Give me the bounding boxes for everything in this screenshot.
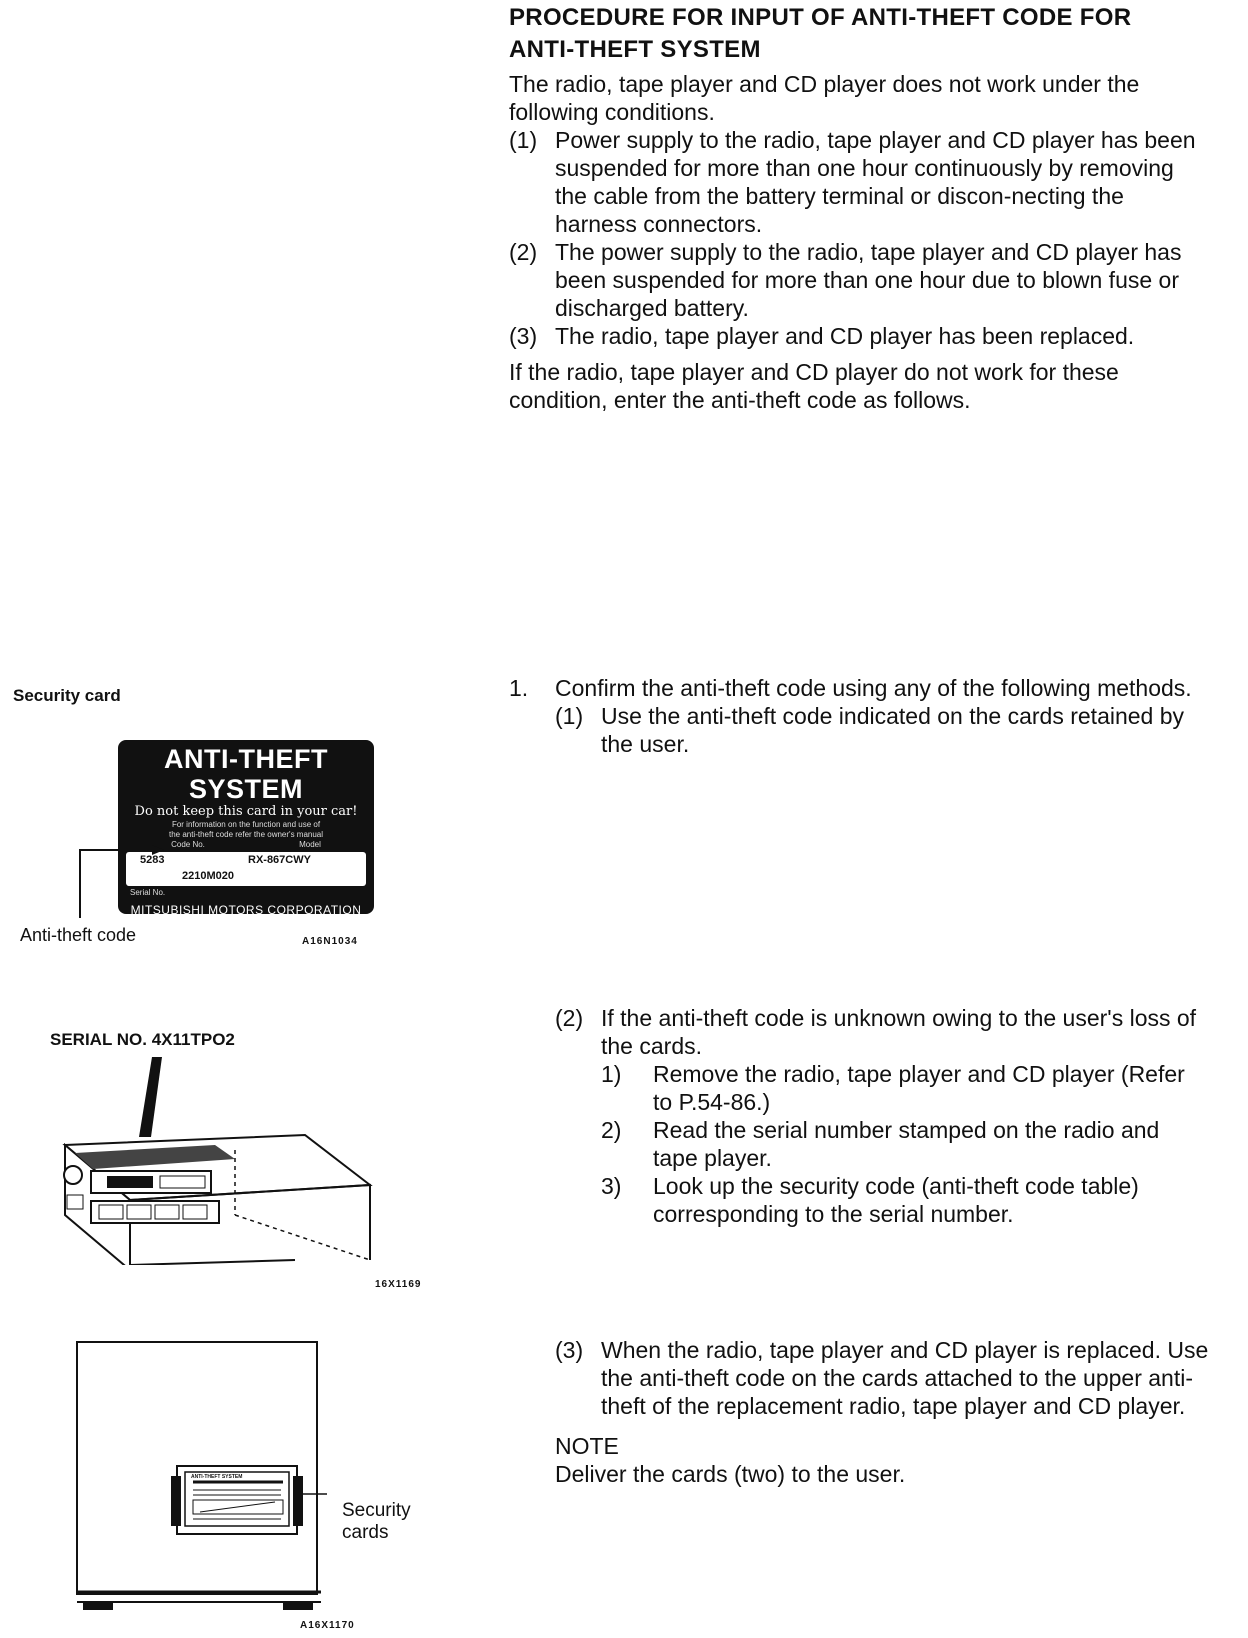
note-label: NOTE (555, 1433, 619, 1459)
card-title: ANTI-THEFT SYSTEM (164, 744, 328, 804)
serial-number-label: SERIAL NO. 4X11TPO2 (50, 1030, 235, 1049)
figure-id: A16X1170 (300, 1620, 355, 1631)
method-item (555, 1336, 1209, 1420)
condition-text: The radio, tape player and CD player has been replaced. (555, 323, 1135, 349)
replacement-radio-illustration (75, 1340, 345, 1620)
card-serial-label: Serial No. (130, 888, 166, 897)
step-1-item (509, 674, 1209, 702)
condition-number: (1) (509, 127, 538, 153)
step-1 (509, 674, 1209, 758)
page-title (509, 2, 1209, 66)
intro-section (509, 70, 1209, 414)
intro-paragraph: The radio, tape player and CD player does not work under the following conditions. (509, 71, 1140, 125)
method-number: (3) (555, 1337, 584, 1363)
condition-item (509, 238, 1209, 322)
figure-id: A16N1034 (302, 936, 358, 947)
substep-item (601, 1060, 1209, 1116)
substep-text: Look up the security code (anti-theft code table) corresponding to the serial number. (653, 1173, 1139, 1227)
substep-text: Read the serial number stamped on the radio and tape player. (653, 1117, 1160, 1171)
condition-number: (3) (509, 323, 538, 349)
card-serial-value: 2210M020 (182, 870, 234, 882)
method-item (555, 702, 1209, 758)
card-model-label: Model (299, 840, 321, 849)
method-number: (2) (555, 1005, 584, 1031)
step-text: Confirm the anti-theft code using any of the following methods. (555, 675, 1192, 701)
step-number: 1. (509, 675, 529, 701)
method-text: When the radio, tape player and CD player is replaced. Use the anti-theft code on the cards attached to the upper anti-theft of the replacement radio, tape player and CD player. (601, 1337, 1209, 1419)
substep-item (601, 1116, 1209, 1172)
method-text: Use the anti-theft code indicated on the cards retained by the user. (601, 703, 1185, 757)
card-code-label: Code No. (171, 840, 205, 849)
method-2 (555, 1004, 1209, 1228)
condition-item (509, 322, 1209, 350)
substep-item (601, 1172, 1209, 1228)
note-text: Deliver the cards (two) to the user. (555, 1461, 906, 1487)
figure-id: 16X1169 (375, 1279, 422, 1290)
callout-anti-theft-code: Anti-theft code (20, 925, 137, 945)
mini-card-title: ANTI-THEFT SYSTEM (191, 1474, 243, 1480)
figure-caption-security-card: Security card (13, 686, 121, 705)
callout-line-anti-theft-code (60, 840, 170, 920)
substep-number: 2) (601, 1117, 622, 1143)
condition-text: Power supply to the radio, tape player and CD player has been suspended for more than one hour continuously by removing the cable from the battery terminal or discon-necting the harness connectors. (555, 127, 1196, 237)
substep-number: 1) (601, 1061, 622, 1087)
card-corporation: MITSUBISHI MOTORS CORPORATION (130, 903, 362, 917)
card-small-text: For information on the function and use of (171, 820, 321, 829)
method-3 (555, 1336, 1209, 1488)
card-warning: Do not keep this card in your car! (134, 804, 358, 819)
method-text: If the anti-theft code is unknown owing to the user's loss of the cards. (601, 1005, 1197, 1059)
method-item (555, 1004, 1209, 1060)
callout-security-cards-line2: cards (342, 1522, 389, 1543)
card-model-value: RX-867CWY (248, 854, 311, 866)
condition-number: (2) (509, 239, 538, 265)
card-small-text: the anti-theft code refer the owner's manual (168, 830, 324, 839)
callout-security-cards-line1: Security (342, 1500, 411, 1521)
page-title-line2: ANTI-THEFT SYSTEM (509, 36, 761, 63)
page-title-line1: PROCEDURE FOR INPUT OF ANTI-THEFT CODE FOR (509, 4, 1132, 31)
radio-unit-illustration (55, 1055, 385, 1265)
callout-security-cards (342, 1500, 411, 1544)
substep-number: 3) (601, 1173, 622, 1199)
card-code-value: 5283 (140, 854, 165, 866)
substep-text: Remove the radio, tape player and CD player (Refer to P.54-86.) (653, 1061, 1185, 1115)
condition-text: The power supply to the radio, tape player and CD player has been suspended for more than one hour due to blown fuse or discharged battery. (555, 239, 1182, 321)
intro-after-paragraph: If the radio, tape player and CD player do not work for these condition, enter the anti-theft code as follows. (509, 359, 1119, 413)
method-number: (1) (555, 703, 584, 729)
condition-item (509, 126, 1209, 238)
